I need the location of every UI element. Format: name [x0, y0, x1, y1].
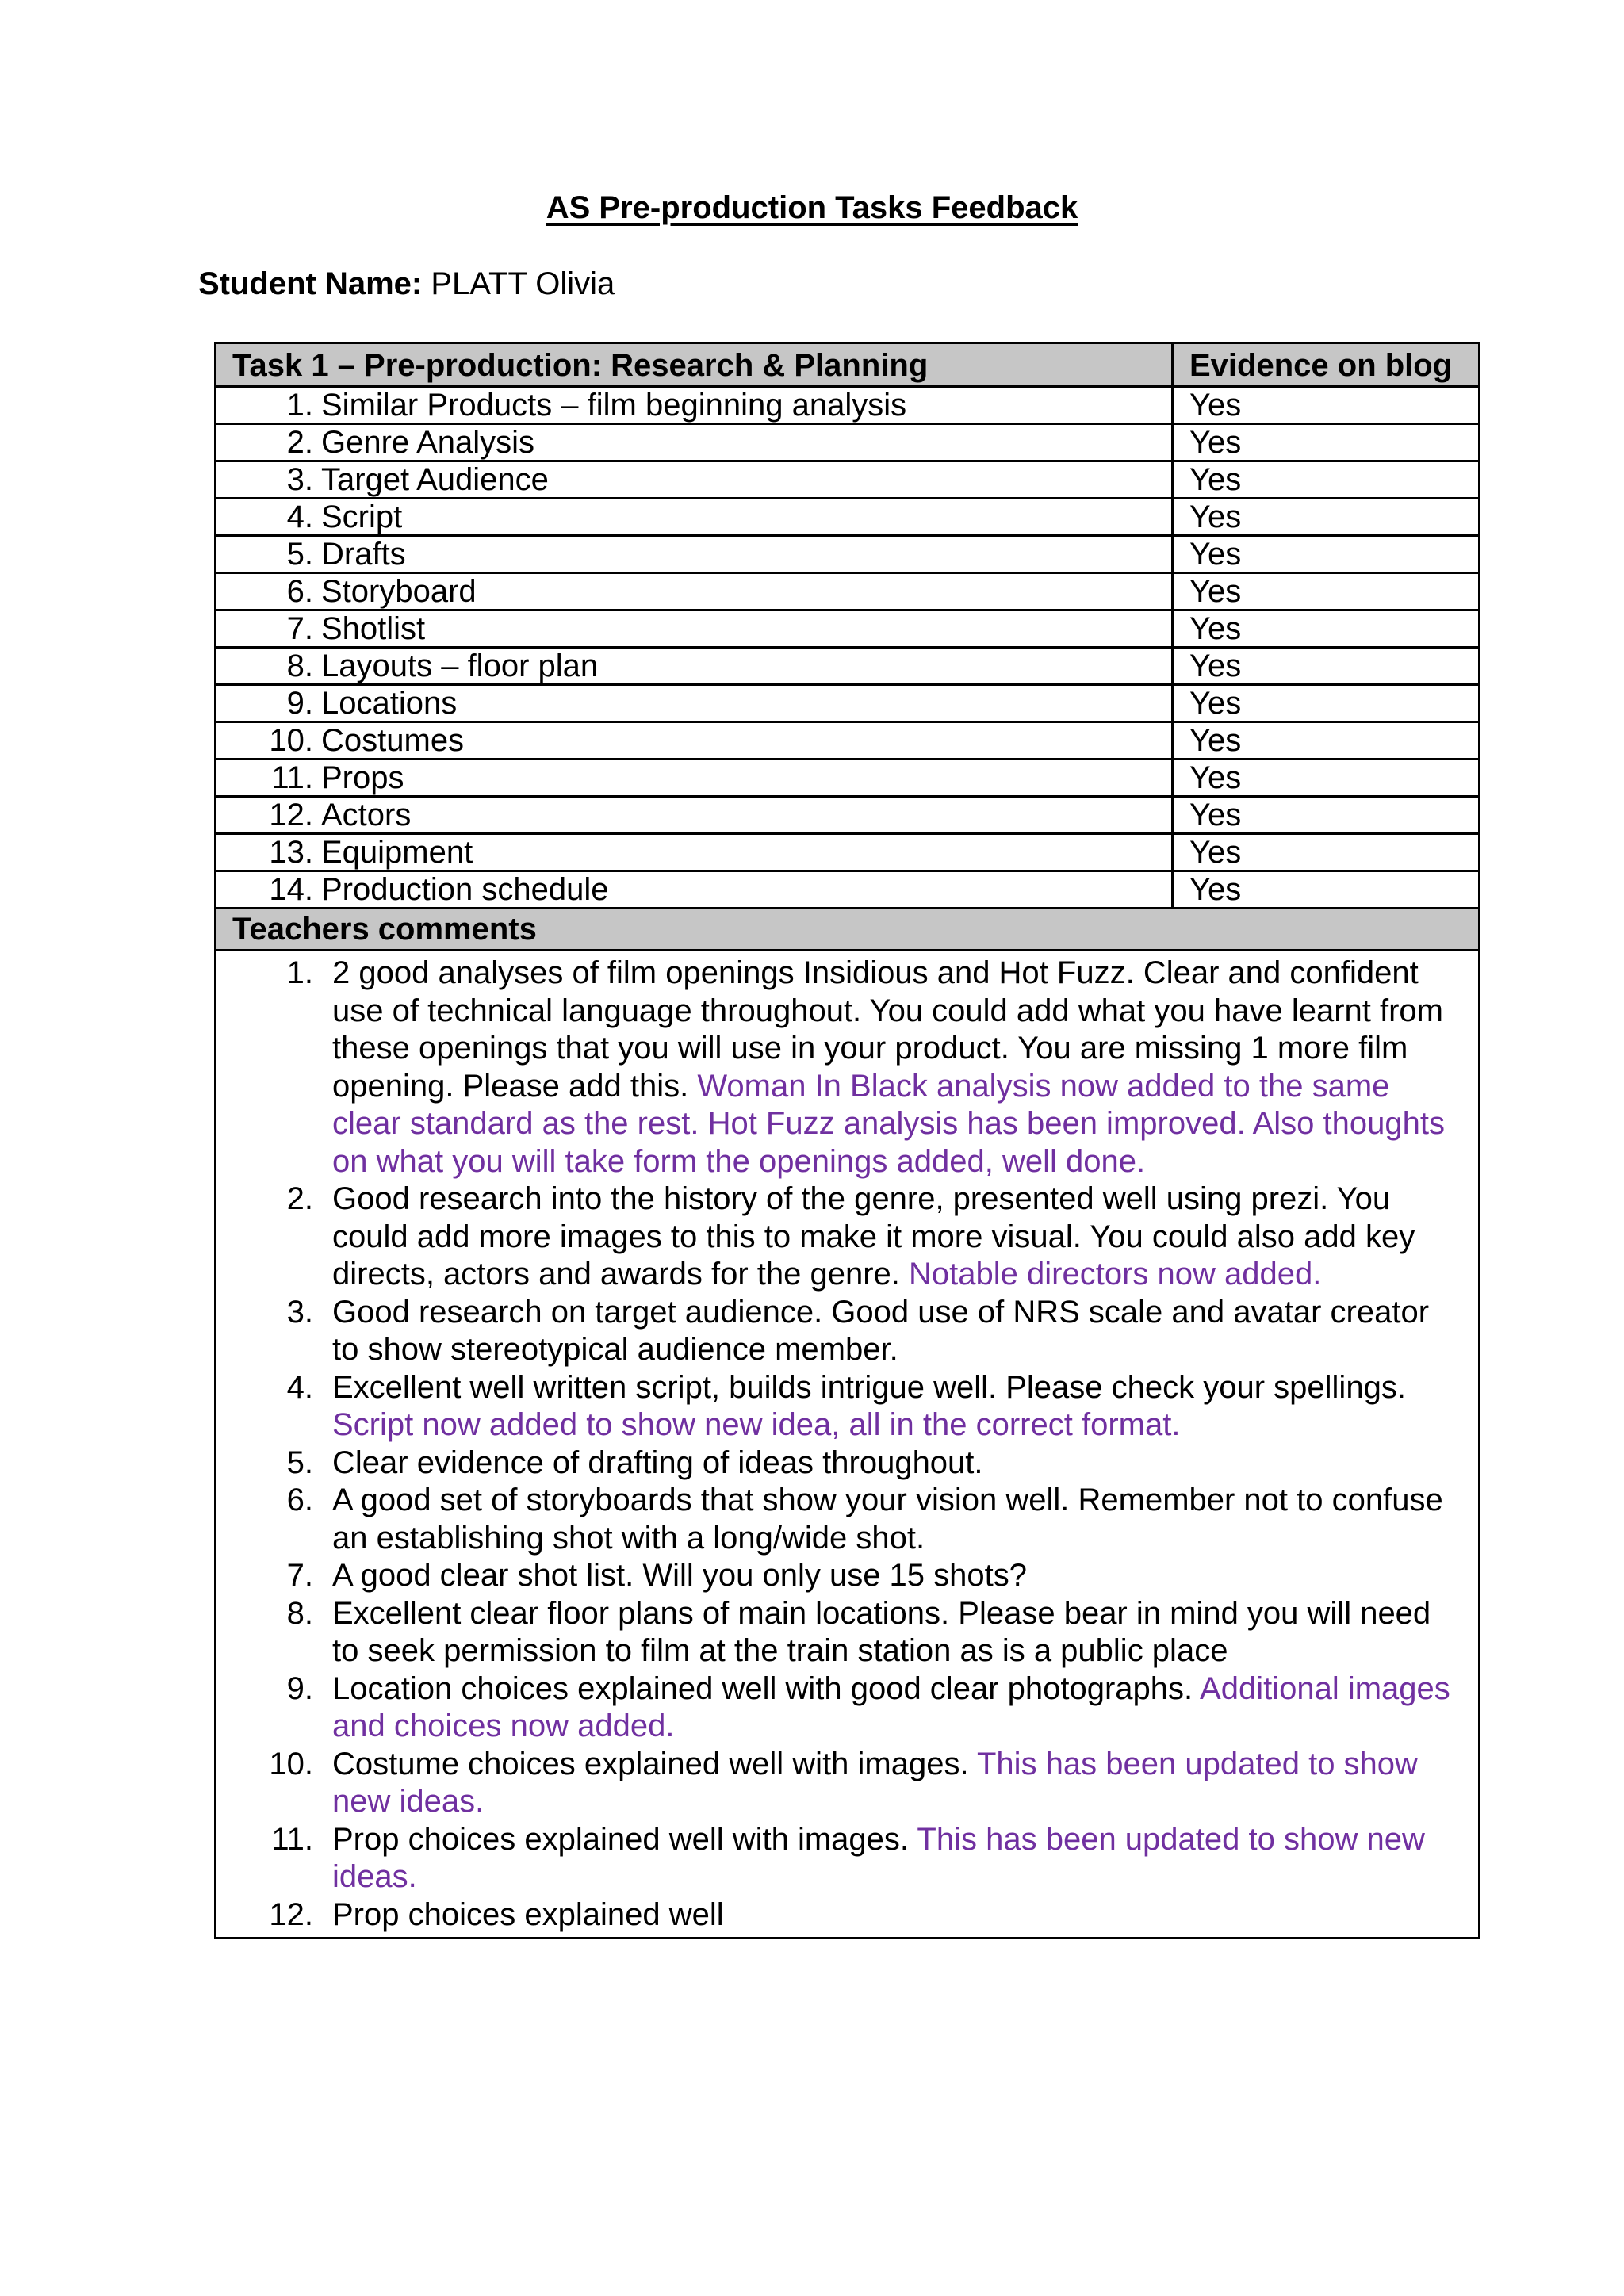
page-title: AS Pre-production Tasks Feedback [546, 190, 1078, 225]
task-item-evidence: Yes [1173, 499, 1480, 536]
task-item-number: 9. [286, 686, 313, 721]
task-item-cell [216, 424, 1173, 461]
task-item-cell [216, 797, 1173, 834]
task-item-label: Actors [321, 798, 412, 832]
table-row [216, 871, 1480, 909]
comment-text: Location choices explained well with good clear photographs. [332, 1670, 1201, 1706]
table-row [216, 685, 1480, 722]
task-item-label: Similar Products – film beginning analysis [321, 388, 907, 423]
comment-number: 11. [271, 1821, 313, 1857]
task-item-cell [216, 871, 1173, 909]
comment-number: 7. [286, 1558, 313, 1593]
comment-number: 4. [286, 1369, 313, 1405]
task-item-cell [216, 685, 1173, 722]
comment-text: Good research into the history of the genre, presented well using prezi. You could add more images to this to make it more visual. You could also add key directs, actors and awards for the genre. [332, 1181, 1415, 1292]
task-item-cell [216, 536, 1173, 573]
comment-item [216, 1746, 1462, 1821]
table-row [216, 387, 1480, 424]
task-item-evidence: Yes [1173, 834, 1480, 871]
comment-number: 8. [286, 1595, 313, 1631]
task-item-number: 2. [286, 425, 313, 460]
comment-text: Excellent clear floor plans of main locations. Please bear in mind you will need to seek permission to film at the train station as is a public place [332, 1595, 1431, 1668]
task-item-number: 1. [286, 388, 313, 423]
comment-item [216, 1557, 1462, 1595]
comment-number: 2. [286, 1181, 313, 1216]
task-item-evidence: Yes [1173, 760, 1480, 797]
comment-item [216, 1181, 1462, 1294]
comments-cell [216, 951, 1480, 1938]
task-item-evidence: Yes [1173, 573, 1480, 610]
comment-text: Excellent well written script, builds intrigue well. Please check your spellings. [332, 1369, 1406, 1405]
table-row [216, 610, 1480, 648]
task-item-evidence: Yes [1173, 722, 1480, 760]
task-item-label: Shotlist [321, 611, 426, 646]
task-item-evidence: Yes [1173, 387, 1480, 424]
comments-row [216, 951, 1480, 1938]
comment-update: Additional images and choices now added. [332, 1670, 1450, 1743]
task-item-number: 5. [286, 537, 313, 572]
task-item-number: 12. [269, 798, 313, 832]
comment-text: Costume choices explained well with images. [332, 1746, 977, 1781]
task-item-number: 4. [286, 499, 313, 534]
comment-text: 2 good analyses of film openings Insidious and Hot Fuzz. Clear and confident use of technical language throughout. You could add what you have learnt from these openings that you will use in your product. You are missing 1 more film opening. Please add this. [332, 955, 1443, 1104]
task-item-cell [216, 387, 1173, 424]
comment-number: 1. [286, 955, 313, 990]
table-header-row [216, 343, 1480, 387]
task-item-label: Storyboard [321, 574, 477, 609]
task-item-cell [216, 499, 1173, 536]
task-item-label: Props [321, 760, 404, 795]
table-row [216, 760, 1480, 797]
table-row [216, 424, 1480, 461]
task-item-number: 7. [286, 611, 313, 646]
task-item-number: 13. [269, 835, 313, 870]
task-item-evidence: Yes [1173, 871, 1480, 909]
task-header: Task 1 – Pre-production: Research & Planning [216, 343, 1173, 387]
table-row [216, 797, 1480, 834]
task-item-label: Target Audience [321, 462, 549, 497]
task-item-number: 11. [271, 760, 313, 795]
comment-number: 12. [269, 1896, 313, 1932]
task-item-evidence: Yes [1173, 536, 1480, 573]
task-item-label: Drafts [321, 537, 406, 572]
comments-header-row [216, 909, 1480, 951]
comment-text: Good research on target audience. Good use of NRS scale and avatar creator to show stereotypical audience member. [332, 1294, 1430, 1367]
task-item-evidence: Yes [1173, 797, 1480, 834]
comment-item [216, 955, 1462, 1181]
comment-item [216, 1821, 1462, 1896]
comment-number: 10. [269, 1746, 313, 1781]
task-item-evidence: Yes [1173, 461, 1480, 499]
feedback-table [214, 342, 1480, 1939]
task-item-label: Layouts – floor plan [321, 649, 599, 683]
task-item-label: Costumes [321, 723, 465, 758]
task-item-evidence: Yes [1173, 424, 1480, 461]
task-item-evidence: Yes [1173, 610, 1480, 648]
student-name-value: PLATT Olivia [431, 266, 615, 301]
task-item-cell [216, 834, 1173, 871]
comment-item [216, 1294, 1462, 1369]
comment-item [216, 1445, 1462, 1483]
task-item-evidence: Yes [1173, 685, 1480, 722]
task-item-cell [216, 760, 1173, 797]
task-item-number: 3. [286, 462, 313, 497]
comment-item [216, 1595, 1462, 1670]
comment-text: Prop choices explained well with images. [332, 1821, 917, 1857]
comment-item [216, 1369, 1462, 1445]
task-item-number: 14. [269, 872, 313, 907]
comment-item [216, 1482, 1462, 1557]
comment-update: This has been updated to show new ideas. [332, 1746, 1418, 1819]
task-item-label: Production schedule [321, 872, 609, 907]
task-item-label: Script [321, 499, 403, 534]
task-item-cell [216, 461, 1173, 499]
task-item-cell [216, 610, 1173, 648]
comment-text: A good clear shot list. Will you only use 15 shots? [332, 1558, 1028, 1593]
table-row [216, 536, 1480, 573]
student-name-label: Student Name: [198, 266, 423, 301]
comment-item [216, 1670, 1462, 1746]
table-row [216, 648, 1480, 685]
task-item-label: Equipment [321, 835, 473, 870]
task-item-number: 6. [286, 574, 313, 609]
comment-update: This has been updated to show new ideas. [332, 1821, 1425, 1894]
task-item-cell [216, 648, 1173, 685]
comment-update: Notable directors now added. [909, 1257, 1322, 1292]
table-row [216, 834, 1480, 871]
task-item-cell [216, 573, 1173, 610]
comments-header: Teachers comments [216, 909, 1480, 951]
comments-list [216, 955, 1462, 1934]
task-items [216, 387, 1480, 909]
table-row [216, 499, 1480, 536]
task-item-cell [216, 722, 1173, 760]
comment-update: Script now added to show new idea, all in the correct format. [332, 1407, 1181, 1442]
comment-item [216, 1896, 1462, 1934]
task-item-label: Genre Analysis [321, 425, 535, 460]
comment-text: A good set of storyboards that show your vision well. Remember not to confuse an establishing shot with a long/wide shot. [332, 1483, 1443, 1556]
task-item-number: 8. [286, 649, 313, 683]
table-row [216, 722, 1480, 760]
evidence-header: Evidence on blog [1173, 343, 1480, 387]
comment-number: 9. [286, 1670, 313, 1706]
comment-update: Woman In Black analysis now added to the same clear standard as the rest. Hot Fuzz analysis has been improved. Also thoughts on what you will take form the openings added, well done. [332, 1068, 1445, 1179]
table-row [216, 461, 1480, 499]
comment-number: 6. [286, 1483, 313, 1517]
comment-text: Clear evidence of drafting of ideas throughout. [332, 1445, 983, 1480]
task-item-evidence: Yes [1173, 648, 1480, 685]
task-item-label: Locations [321, 686, 458, 721]
comment-number: 3. [286, 1294, 313, 1330]
comment-number: 5. [286, 1445, 313, 1480]
table-row [216, 573, 1480, 610]
student-name-line [198, 266, 615, 302]
comment-text: Prop choices explained well [332, 1896, 724, 1932]
task-item-number: 10. [269, 723, 313, 758]
